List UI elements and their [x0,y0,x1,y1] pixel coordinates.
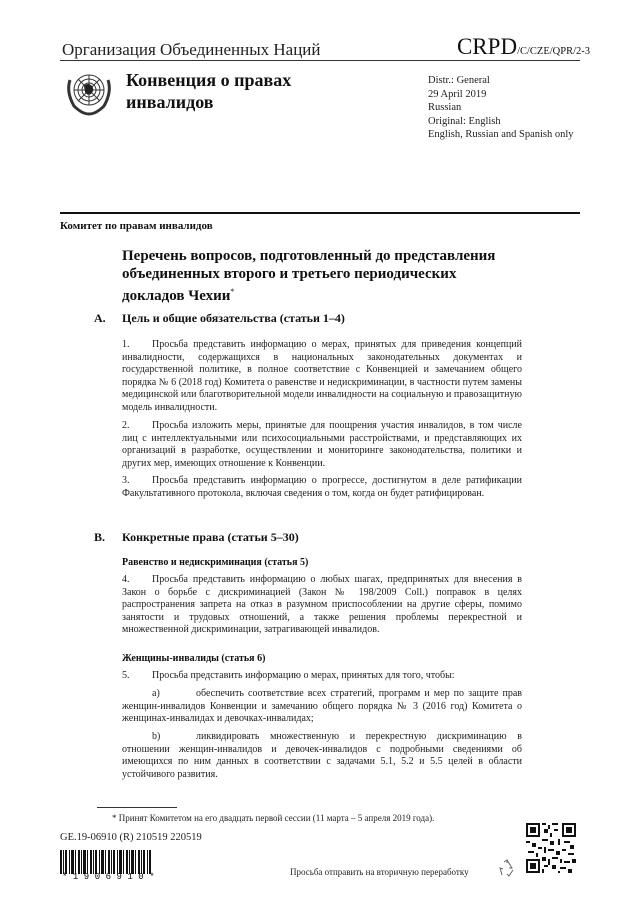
title-footnote-mark: * [230,287,235,296]
paragraph-number: 4. [122,574,130,585]
paragraph-text: Просьба изложить меры, принятые для поощрения участия инвалидов, в том числе лиц с интеллектуальными или психосоциальными расстройствами, и представляющих их организаций в разработке, осуществлении и мониторинге законодательства, политики и других мер, имеющих отношение к Конвенции. [122,420,522,469]
paragraph-number: 5. [122,670,130,681]
subitem-text: обеспечить соответствие всех стратегий, программ и мер по защите прав женщин-инвалидов Конвенции и замечанию общего порядка № 3 (2016 год) Комитета о женщинах-инвалидах и девочках-инвалидах; [122,688,522,725]
language-line: Russian [428,102,462,114]
paragraph-number: 1. [122,339,130,350]
original-line: Original: English [428,115,501,127]
subitem-label: a) [152,688,160,699]
subitem-b [122,731,522,781]
job-number: GE.19-06910 (R) 210519 220519 [60,832,202,843]
date-line: 29 April 2019 [428,88,487,100]
symbol-main: CRPD [456,34,518,59]
section-letter: A. [94,311,106,325]
distr-line: Distr.: General [428,75,490,86]
subsection-women-heading: Женщины-инвалиды (статья 6) [122,653,266,664]
section-title: Конкретные права (статьи 5–30) [122,530,299,544]
paragraph-number: 3. [122,475,130,486]
organization-name: Организация Объединенных Наций [62,40,321,59]
document-title-text: Перечень вопросов, подготовленный до представления объединенных второго и третьего периодических докладов Чехии [122,248,496,304]
un-emblem-icon [64,66,114,116]
languages-only-line: English, Russian and Spanish only [428,129,574,141]
title-rule [60,212,580,214]
qr-code-icon [526,823,576,873]
paragraph-1 [122,339,522,415]
recycle-text: Просьба отправить на вторичную переработку [290,867,469,877]
section-letter: B. [94,530,106,544]
header-rule [60,60,580,61]
subitem-text: ликвидировать множественную и перекрестную дискриминацию в отношении женщин-инвалидов и девочек-инвалидов с подробными сведениями об имеющихся по ним данных в соответствии с задачами 5.1, 5.2 и 5.5 целей в области устойчивого развития. [122,731,522,780]
paragraph-text: Просьба представить информацию о прогрессе, достигнутом в деле ратификации Факультативного протокола, включая сведения о том, когда он будет ратифицирован. [122,475,522,499]
paragraph-4 [122,574,522,637]
paragraph-text: Просьба представить информацию о любых шагах, предпринятых для внесения в Закон о борьбе с дискриминацией (Закон № 198/2009 Coll.) поправок в целях распространения запрета на отказ в разумном приспособлении на другие сферы, помимо занятости и трудовых отношений, а также решения проблемы перекрестной и множественной дискриминации, затрагивающей инвалидов. [122,574,522,636]
paragraph-text: Просьба представить информацию о мерах, принятых для приведения концепций инвалидности, содержащихся в национальных законодательных документах и государственной политике, в полное соответствие с Конвенцией и замечанием общего порядка № 6 (2018 год) Комитета о равенстве и недискриминации, в частности путем замены медицинской или благотворительной модели инвалидности на социальную и правозащитную модель инвалидности. [122,339,522,413]
distribution-block [428,74,574,142]
paragraph-3 [122,475,522,500]
subitem-a [122,688,522,726]
document-symbol [457,34,590,60]
paragraph-2 [122,420,522,470]
paragraph-number: 2. [122,420,130,431]
footnote-rule [97,807,177,808]
paragraph-5 [122,670,522,683]
subitem-label: b) [152,731,161,742]
symbol-suffix: /C/CZE/QPR/2-3 [517,46,590,57]
committee-name: Комитет по правам инвалидов [60,220,213,232]
barcode-icon [60,850,152,874]
document-title [122,248,522,306]
paragraph-text: Просьба представить информацию о мерах, принятых для того, чтобы: [152,670,455,681]
convention-title: Конвенция о правах инвалидов [126,70,292,112]
section-title: Цель и общие обязательства (статьи 1–4) [122,311,345,325]
recycle-icon [498,858,516,878]
barcode-number: *1906910* [62,872,161,882]
subsection-equality-heading: Равенство и недискриминация (статья 5) [122,557,309,568]
footnote: * Принят Комитетом на его двадцать первой сессии (11 марта – 5 апреля 2019 года). [112,813,435,823]
